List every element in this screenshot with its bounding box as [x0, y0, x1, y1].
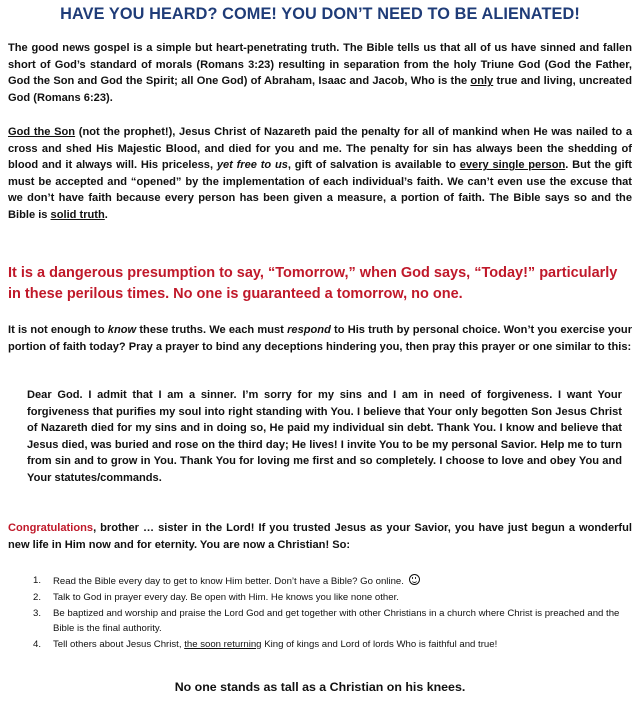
paragraph-god-the-son: [8, 124, 632, 224]
paragraph-congratulations: [8, 520, 632, 553]
prayer-block: Dear God. I admit that I am a sinner. I’m sorry for my sins and I am in need of forgiveness. I want Your forgiveness that purifies my soul into right standing with You. I believe that Your only begotten Son Jesus Christ of Nazareth died for my sins and in doing so, He paid my individual sin debt. Thank You. I know and believe that Jesus died, was buried and rose on the third day; He lives! I invite You to be my personal Savior. Help me to turn from sin and to grow in You. Thank You for loving me first and so completely. I choose to love and obey You and Your statutes/commands.: [27, 389, 622, 484]
intro-text: The good news gospel is a simple but heart-penetrating truth. The Bible tells us that all of us have sinned and fallen short of God’s standard of morals (Romans 3:23) resulting in separation from the holy Triune God (God the Father, God the Son and God the Spirit; all One God) of Abraham, Isaac and Jacob, Who is the: [8, 42, 632, 88]
only-emphasis: only: [470, 75, 494, 88]
step-text: Read the Bible every day to get to know Him better. Don’t have a Bible? Go online.: [53, 576, 404, 587]
free-to-us-emphasis: yet free to us: [216, 159, 288, 172]
step-text: Tell others about Jesus Christ,: [53, 638, 185, 650]
page-title: HAVE YOU HEARD? COME! YOU DON’T NEED TO BE ALIENATED!: [60, 5, 580, 23]
son-text-end: .: [104, 208, 108, 221]
son-text-b: , gift of salvation is available to: [287, 159, 460, 172]
list-number: 3.: [33, 608, 42, 620]
know-emphasis: know: [107, 324, 137, 336]
soon-returning-emphasis: the soon returning: [184, 638, 262, 650]
respond-text-c: to His truth by personal choice. Won’t you exercise your portion of faith today? Pray a prayer to bind any deceptions hindering you, then pray this prayer or one similar to this:: [8, 324, 633, 353]
every-person-emphasis: every single person: [459, 159, 566, 172]
paragraph-respond: [8, 322, 632, 355]
paragraph-gospel-intro: [8, 40, 632, 106]
congratulations-word: Congratulations: [8, 522, 94, 534]
list-item: [33, 638, 623, 652]
respond-text-a: It is not enough to: [8, 324, 108, 336]
smiley-face-icon: [409, 574, 420, 585]
son-text-c: . But the gift must be accepted and “opened” by the implementation of each individual’s faith. We can’t even use the excuse that we don’t have faith because every person has been given a measure, a portion of faith. The Bible says so and the Bible is: [8, 159, 632, 221]
step-text-end: King of kings and Lord of lords Who is faithful and true!: [261, 638, 498, 650]
next-steps-list: [33, 574, 623, 654]
list-item: [33, 607, 623, 635]
solid-truth-emphasis: solid truth: [50, 208, 105, 221]
list-item: [33, 591, 623, 605]
god-the-son-emphasis: God the Son: [8, 126, 76, 138]
list-number: 2.: [33, 592, 42, 604]
respond-emphasis: respond: [287, 324, 331, 336]
list-number: 4.: [33, 638, 42, 650]
intro-text-end: true and living, uncreated God (Romans 6:23).: [8, 75, 632, 104]
list-item: [33, 574, 623, 589]
step-text: Talk to God in prayer every day. Be open with Him. He knows you like none other.: [53, 592, 399, 604]
congratulations-text: , brother … sister in the Lord! If you trusted Jesus as your Savior, you have just begun a wonderful new life in Him now and for eternity. You are now a Christian! So:: [8, 522, 632, 551]
closing-statement: No one stands as tall as a Christian on his knees.: [174, 680, 466, 694]
list-number: 1.: [33, 575, 42, 586]
son-text-a: (not the prophet!), Jesus Christ of Nazareth paid the penalty for all of mankind when He was nailed to a cross and shed His Majestic Blood, and died for you and me. The penalty for sin has always been the shedding of blood and it always will. His priceless,: [8, 126, 632, 172]
respond-text-b: these truths. We each must: [136, 324, 288, 336]
step-text: Be baptized and worship and praise the Lord God and get together with other Christians in a church where Christ is preached and the Bible is the final authority.: [53, 608, 620, 634]
warning-statement: It is a dangerous presumption to say, “Tomorrow,” when God says, “Today!” particularly in these perilous times. No one is guaranteed a tomorrow, no one.: [8, 265, 618, 302]
